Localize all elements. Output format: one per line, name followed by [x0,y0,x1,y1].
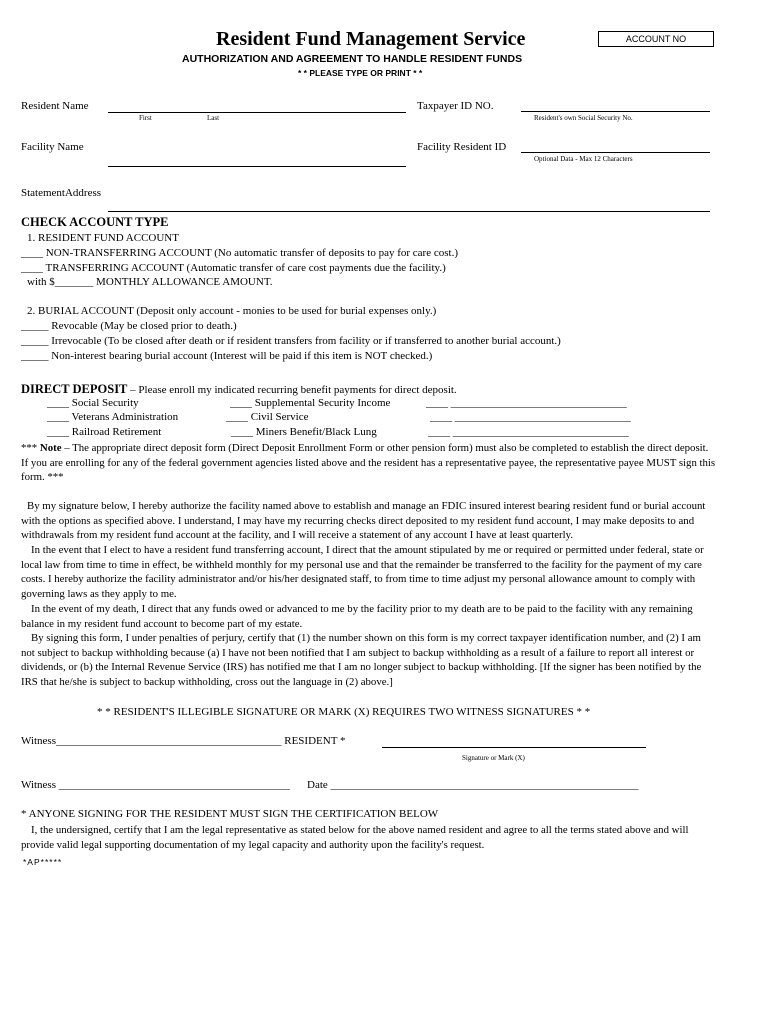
non-transferring-option[interactable]: ____ NON-TRANSFERRING ACCOUNT (No automatic transfer of deposits to pay for care cost.) [21,247,458,259]
agreement-paragraph-3: In the event of my death, I direct that any funds owed or advanced to me by the facility prior to my death are to be paid to the facility with any remaining balance in my resident fund account to become part of my estate. [21,603,693,630]
first-name-hint: First [139,114,152,122]
agreement-paragraph-4: By signing this form, I under penalties of perjury, certify that (1) the number shown on this form is my correct taxpayer identification number, and (2) I am not subject to backup withholding because (a) I have not been notified that I am subject to backup withholding as a result of a failure to report all interest or dividends, or (b) the Internal Revenue Service (IRS) has notified me that I am no longer subject to backup withholding. [If the signer has been notified by the IRS that he/she is subject to backup withholding, cross out the language in (2) above.] [21,632,702,688]
direct-deposit-instruction: – Please enroll my indicated recurring benefit payments for direct deposit. [127,384,457,396]
resident-signature-field[interactable] [382,747,646,748]
transferring-option[interactable]: ____ TRANSFERRING ACCOUNT (Automatic transfer of care cost payments due the facility.) [21,262,446,274]
statement-address-field[interactable] [108,211,710,212]
other-deposit-option-3[interactable]: ____ ________________________________ [428,426,629,438]
note-text: – The appropriate direct deposit form (Direct Deposit Enrollment Form or other pension form) must also be completed to establish the direct deposit. If you are enrolling for any of the federal government agencies listed above and the resident has a representative payee, the representative payee MUST sign this form. *** [21,442,716,483]
other-deposit-option-2[interactable]: ____ ________________________________ [430,411,631,423]
form-footer-code: *AP***** [23,857,63,867]
note-label: Note [39,442,62,454]
illegible-signature-note: * * RESIDENT'S ILLEGIBLE SIGNATURE OR MARK (X) REQUIRES TWO WITNESS SIGNATURES * * [97,706,591,718]
allowance-amount-field[interactable]: with $_______ MONTHLY ALLOWANCE AMOUNT. [27,276,273,288]
date-field[interactable]: Date ________________________________________________________ [307,779,639,791]
taxpayer-id-field[interactable] [521,111,710,112]
veterans-administration-option[interactable]: ____ Veterans Administration [47,411,179,423]
ssi-option[interactable]: ____ Supplemental Security Income [230,397,391,409]
signature-mark-hint: Signature or Mark (X) [462,754,525,762]
witness-2-field[interactable]: Witness __________________________________________ [21,779,290,791]
revocable-option[interactable]: _____ Revocable (May be closed prior to death.) [21,320,237,332]
irrevocable-option[interactable]: _____ Irrevocable (To be closed after death or if resident transfers from facility or if transferred to another burial account.) [21,335,561,347]
ssn-hint: Resident's own Social Security No. [534,114,633,122]
direct-deposit-note [21,441,716,485]
form-subtitle: AUTHORIZATION AND AGREEMENT TO HANDLE RESIDENT FUNDS [182,53,523,65]
note-prefix: *** [21,442,40,454]
last-name-hint: Last [207,114,220,122]
form-title: Resident Fund Management Service [216,28,526,50]
facility-resident-id-field[interactable] [521,152,710,153]
type-or-print-instruction: * * PLEASE TYPE OR PRINT * * [298,68,423,78]
civil-service-option[interactable]: ____ Civil Service [226,411,309,423]
statement-address-label: StatementAddress [21,187,102,199]
railroad-retirement-option[interactable]: ____ Railroad Retirement [47,426,162,438]
witness-1-resident-line[interactable]: Witness_________________________________________ RESIDENT * [21,735,346,747]
facility-name-label: Facility Name [21,141,84,153]
agreement-paragraph-1: By my signature below, I hereby authorize the facility named above to establish and manage an FDIC insured interest bearing resident fund or burial account with the options as specified above. I understand, I may have my recurring checks direct deposited to my resident fund account, I may make deposits to and withdrawals from my resident fund account at the facility, and I will receive a statement of any account I have at least quarterly. [21,500,706,541]
certification-heading: * ANYONE SIGNING FOR THE RESIDENT MUST SIGN THE CERTIFICATION BELOW [21,808,439,820]
facility-name-field[interactable] [108,166,406,167]
account-no-box[interactable]: ACCOUNT NO [598,31,714,47]
social-security-option[interactable]: ____ Social Security [47,397,139,409]
direct-deposit-line [21,380,457,398]
resident-fund-account-item: 1. RESIDENT FUND ACCOUNT [27,232,179,244]
agreement-paragraph-2: In the event that I elect to have a resident fund transferring account, I direct that the amount stipulated by me or required or permitted under federal, state or local law from time to time in effect, be withheld monthly for my personal use and that the remainder be transferred to the facility for the payment of my care costs. I hereby authorize the facility administrator and/or his/her designated staff, to from time to time adjust my personal allowance amount to comply with governing laws as they apply to me. [21,544,704,600]
check-account-heading: CHECK ACCOUNT TYPE [21,215,169,229]
direct-deposit-heading: DIRECT DEPOSIT [21,382,128,396]
certification-text: I, the undersigned, certify that I am the legal representative as stated below for the above named resident and agree to all the terms stated above and will provide valid legal supporting documentation of my legal capacity and authority upon the facility's request. [21,824,689,851]
miners-benefit-option[interactable]: ____ Miners Benefit/Black Lung [231,426,377,438]
facility-resident-id-label: Facility Resident ID [417,141,507,153]
resident-name-field[interactable] [108,112,406,113]
burial-account-item: 2. BURIAL ACCOUNT (Deposit only account - monies to be used for burial expenses only.) [27,305,437,317]
other-deposit-option-1[interactable]: ____ ________________________________ [426,397,627,409]
optional-data-hint: Optional Data - Max 12 Characters [534,155,633,163]
non-interest-option[interactable]: _____ Non-interest bearing burial account (Interest will be paid if this item is NOT checked.) [21,350,433,362]
taxpayer-id-label: Taxpayer ID NO. [417,100,494,112]
resident-name-label: Resident Name [21,100,89,112]
